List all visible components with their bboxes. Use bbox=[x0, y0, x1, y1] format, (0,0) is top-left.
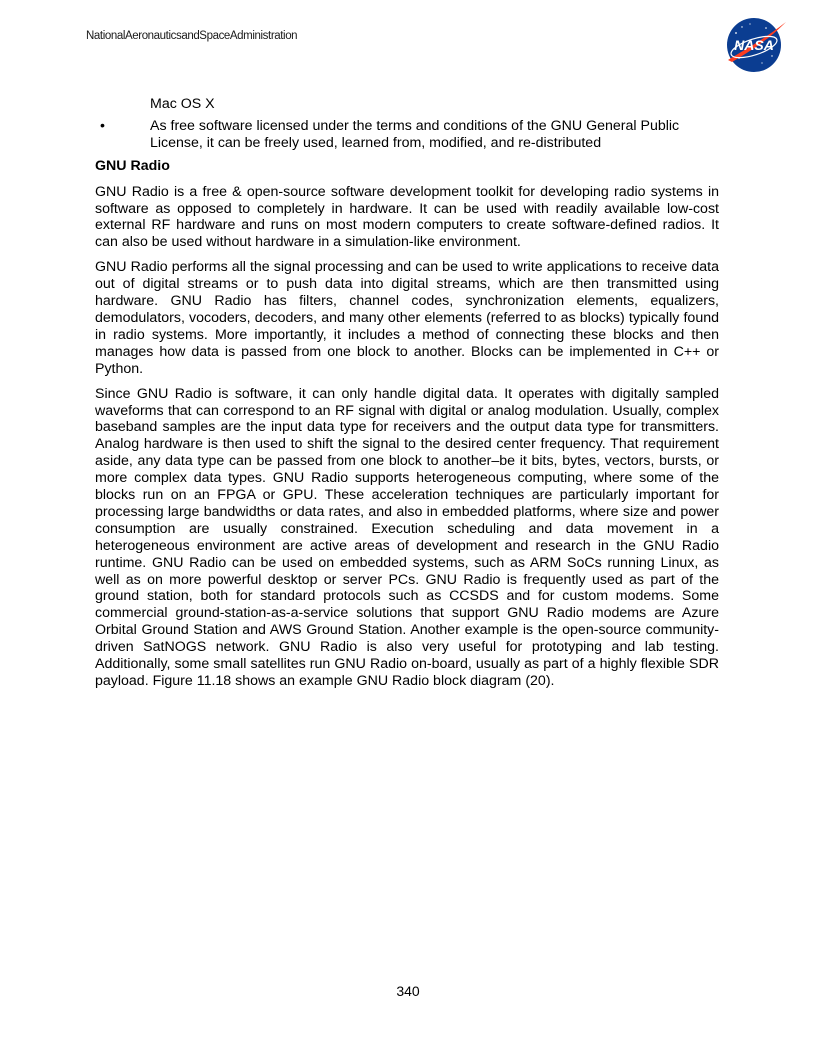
section-heading: GNU Radio bbox=[95, 157, 170, 174]
nasa-logo bbox=[722, 16, 788, 74]
main-content bbox=[95, 96, 719, 698]
paragraph-3: Since GNU Radio is software, it can only handle digital data. It operates with digitally sampled waveforms that can correspond to an RF signal with digital or analog modulation. Usually, complex baseband samples are the input data type for receivers and the output data type for transmitters. Analog hardware is then used to shift the signal to the desired center frequency. That requirement aside, any data type can be passed from one block to another–be it bits, bytes, vectors, bursts, or more complex data types. GNU Radio supports heterogeneous computing, where some of the blocks run on an FPGA or GPU. These acceleration techniques are particularly important for processing large bandwidths or data rates, and also in embedded platforms, where size and power consumption are usually constrained. Execution scheduling and data movement in a heterogeneous environment are active areas of development and research in the GNU Radio runtime. GNU Radio can be used on embedded systems, such as ARM SoCs running Linux, as well as on more powerful desktop or server PCs. GNU Radio is frequently used as part of the ground station, both for standard protocols such as CCSDS and for custom modems. Some commercial ground-station-as-a-service solutions that support GNU Radio modems are Azure Orbital Ground Station and AWS Ground Station. Another example is the open-source community-driven SatNOGS network. GNU Radio is also very useful for prototyping and lab testing. Additionally, some small satellites run GNU Radio on-board, usually as part of a highly flexible SDR payload. Figure 11.18 shows an example GNU Radio block diagram (20). bbox=[95, 385, 719, 689]
bullet-list-item bbox=[95, 118, 719, 152]
nasa-logo-text: NASA bbox=[734, 37, 774, 53]
paragraph-1: GNU Radio is a free & open-source software development toolkit for developing radio systems in software as opposed to completely in hardware. It can be used with readily available low-cost external RF hardware and runs on most modern computers to create software-defined radios. It can also be used without hardware in a simulation-like environment. bbox=[95, 183, 719, 251]
page-number: 340 bbox=[396, 983, 420, 999]
list-continuation: Mac OS X bbox=[150, 96, 215, 112]
paragraph-2: GNU Radio performs all the signal processing and can be used to write applications to receive data out of digital streams or to push data into digital streams, which are then transmitted using hardware. GNU Radio has filters, channel codes, synchronization elements, equalizers, demodulators, vocoders, decoders, and many other elements (referred to as blocks) typically found in radio systems. More importantly, it includes a method of connecting these blocks and then manages how data is passed from one block to another. Blocks can be implemented in C++ or Python. bbox=[95, 259, 719, 377]
bullet-text: As free software licensed under the terms and conditions of the GNU General Public License, it can be freely used, learned from, modified, and re-distributed bbox=[150, 117, 680, 151]
bullet-marker: • bbox=[100, 117, 105, 134]
header-organization: NationalAeronauticsandSpaceAdministration bbox=[86, 30, 298, 42]
